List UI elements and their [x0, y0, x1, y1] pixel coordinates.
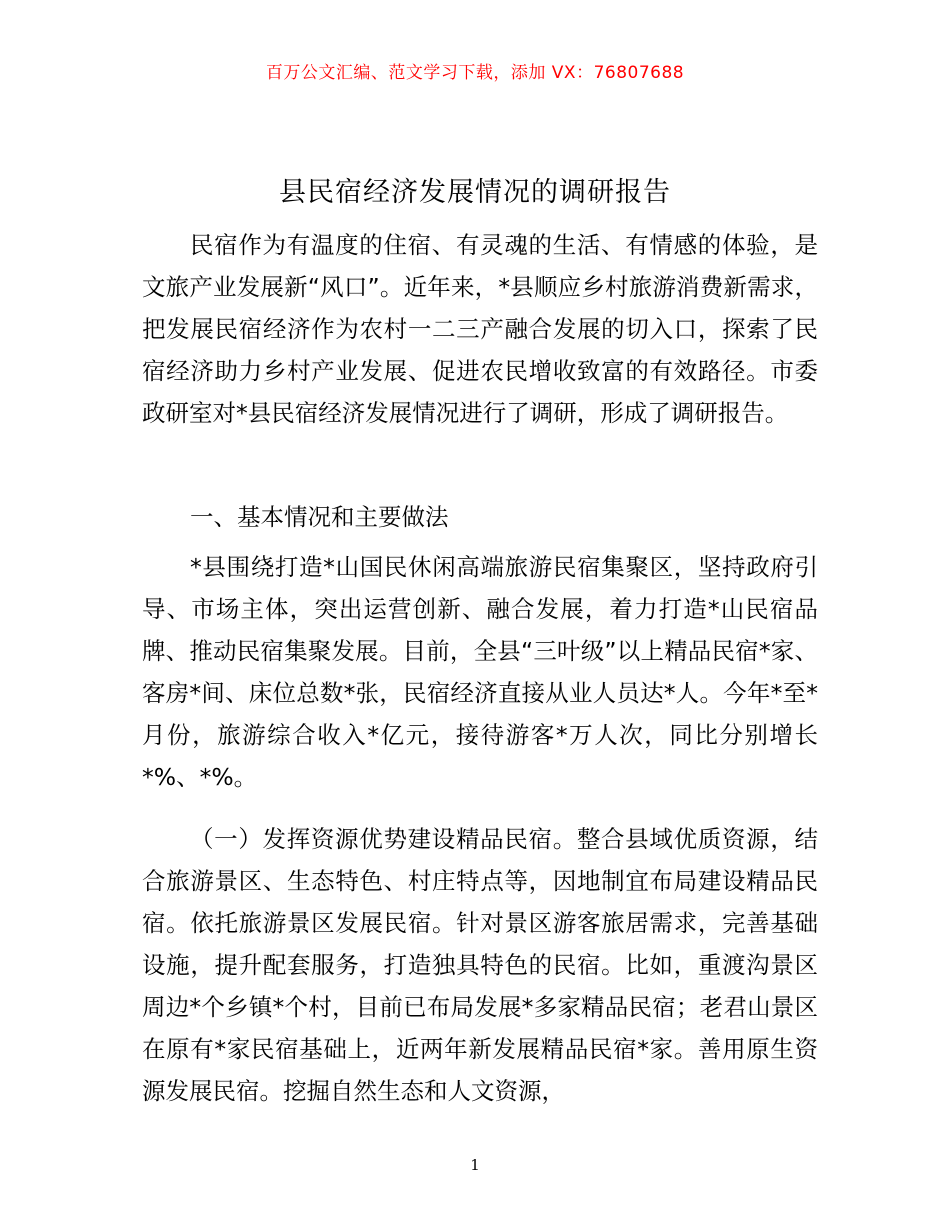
document-title: 县民宿经济发展情况的调研报告	[279, 177, 671, 208]
paragraph-basic-situation: *县围绕打造*山国民休闲高端旅游民宿集聚区，坚持政府引导、市场主体，突出运营创新、融合发展，着力打造*山民宿品牌、推动民宿集聚发展。目前，全县“三叶级”以上精品民宿*家、客房*间、床位总数*张，民宿经济直接从业人员达*人。今年*至*月份，旅游综合收入*亿元，接待游客*万人次，同比分别增长*%、*%。	[142, 553, 818, 791]
page-number: 1	[470, 1156, 480, 1174]
section-heading: 一、基本情况和主要做法	[190, 503, 449, 531]
paragraph-intro: 民宿作为有温度的住宿、有灵魂的生活、有情感的体验，是文旅产业发展新“风口”。近年来，*县顺应乡村旅游消费新需求，把发展民宿经济作为农村一二三产融合发展的切入口，探索了民宿经济助力乡村产业发展、促进农民增收致富的有效路径。市委政研室对*县民宿经济发展情况进行了调研，形成了调研报告。	[142, 231, 818, 427]
watermark-header: 百万公文汇编、范文学习下载，添加 VX：76807688	[265, 63, 685, 83]
paragraph-subsection-one: （一）发挥资源优势建设精品民宿。整合县域优质资源，结合旅游景区、生态特色、村庄特点等，因地制宜布局建设精品民宿。依托旅游景区发展民宿。针对景区游客旅居需求，完善基础设施，提升配套服务，打造独具特色的民宿。比如，重渡沟景区周边*个乡镇*个村，目前已布局发展*多家精品民宿；老君山景区在原有*家民宿基础上，近两年新发展精品民宿*家。善用原生资源发展民宿。挖掘自然生态和人文资源，	[142, 825, 818, 1105]
